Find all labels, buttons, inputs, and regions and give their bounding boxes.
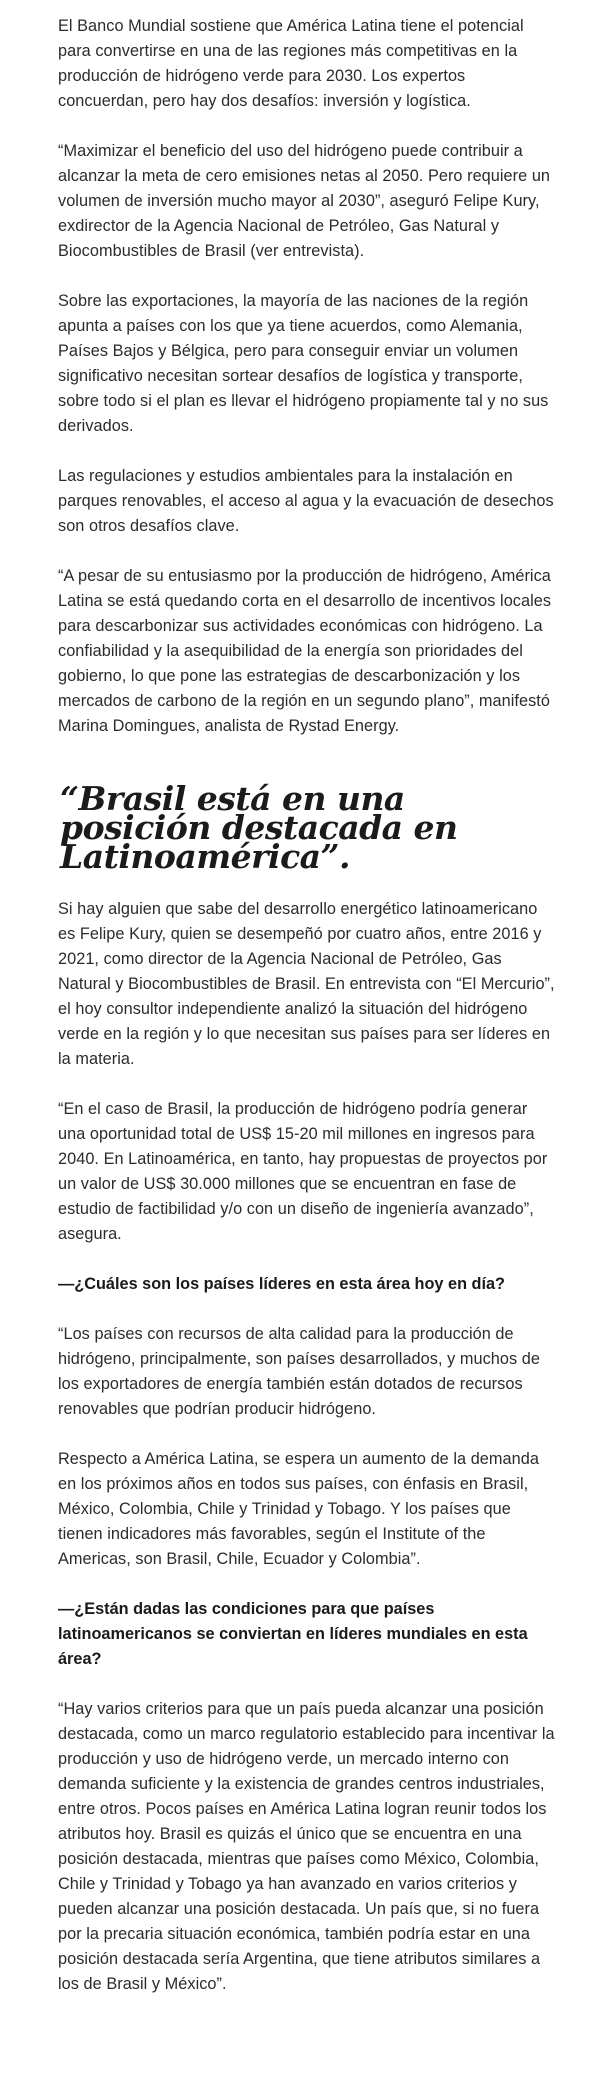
interview-question: —¿Cuáles son los países líderes en esta área hoy en día? xyxy=(58,1275,506,1293)
interview-answer: Respecto a América Latina, se espera un aumento de la demanda en los próximos años en todos sus países, con énfasis en Brasil, México, Colombia, Chile y Trinidad y Tobago. Y los países que tienen indicadores más favorables, según el Institute of the Americas, son Brasil, Chile, Ecuador y Colombia”. xyxy=(58,1450,539,1568)
interview-answer: “Hay varios criterios para que un país pueda alcanzar una posición destacada, como un marco regulatorio establecido para incentivar la producción y uso de hidrógeno verde, un mercado interno con demanda suficiente y la existencia de grandes centros industriales, entre otros. Pocos países en América Latina logran reunir todos los atributos hoy. Brasil es quizás el único que se encuentra en una posición destacada, mientras que países como México, Colombia, Chile y Trinidad y Tobago ya han avanzado en varios criterios y pueden alcanzar una posición destacada. Un país que, si no fuera por la precaria situación económica, también podría estar en una posición destacada sería Argentina, que tiene atributos similares a los de Brasil y México”. xyxy=(58,1700,555,1993)
paragraph: “En el caso de Brasil, la producción de hidrógeno podría generar una oportunidad total de US$ 15-20 mil millones en ingresos para 2040. En Latinoamérica, en tanto, hay propuestas de proyectos por un valor de US$ 30.000 millones que se encuentran en fase de estudio de factibilidad y/o con un diseño de ingeniería avanzado”, asegura. xyxy=(58,1100,548,1243)
paragraph: “A pesar de su entusiasmo por la producción de hidrógeno, América Latina se está quedando corta en el desarrollo de incentivos locales para descarbonizar sus actividades económicas con hidrógeno. La confiabilidad y la asequibilidad de la energía son prioridades del gobierno, lo que pone las estrategias de descarbonización y los mercados de carbono de la región en un segundo plano”, manifestó Marina Domingues, analista de Rystad Energy. xyxy=(58,567,552,735)
interview-answer: “Los países con recursos de alta calidad para la producción de hidrógeno, principalmente, son países desarrollados, y muchos de los exportadores de energía también están dotados de recursos renovables que podrían producir hidrógeno. xyxy=(58,1325,540,1418)
paragraph: El Banco Mundial sostiene que América Latina tiene el potencial para convertirse en una de las regiones más competitivas en la producción de hidrógeno verde para 2030. Los expertos concuerdan, pero hay dos desafíos: inversión y logística. xyxy=(58,17,524,110)
paragraph: “Maximizar el beneficio del uso del hidrógeno puede contribuir a alcanzar la meta de cero emisiones netas al 2050. Pero requiere un volumen de inversión mucho mayor al 2030”, aseguró Felipe Kury, exdirector de la Agencia Nacional de Petróleo, Gas Natural y Biocombustibles de Brasil (ver entrevista). xyxy=(58,142,551,260)
pull-quote: “Brasil está en una posición destacada en Latinoamérica”. xyxy=(60,779,458,876)
paragraph: Las regulaciones y estudios ambientales para la instalación en parques renovables, el acceso al agua y la evacuación de desechos son otros desafíos clave. xyxy=(58,467,554,535)
paragraph: Si hay alguien que sabe del desarrollo energético latinoamericano es Felipe Kury, quien se desempeñó por cuatro años, entre 2016 y 2021, como director de la Agencia Nacional de Petróleo, Gas Natural y Biocombustibles de Brasil. En entrevista con “El Mercurio”, el hoy consultor independiente analizó la situación del hidrógeno verde en la región y lo que necesitan sus países para ser líderes en la materia. xyxy=(58,900,555,1068)
paragraph: Sobre las exportaciones, la mayoría de las naciones de la región apunta a países con los que ya tiene acuerdos, como Alemania, Países Bajos y Bélgica, pero para conseguir enviar un volumen significativo necesitan sortear desafíos de logística y transporte, sobre todo si el plan es llevar el hidrógeno propiamente tal y no sus derivados. xyxy=(58,292,549,435)
interview-question: —¿Están dadas las condiciones para que países latinoamericanos se conviertan en líderes mundiales en esta área? xyxy=(58,1600,528,1668)
